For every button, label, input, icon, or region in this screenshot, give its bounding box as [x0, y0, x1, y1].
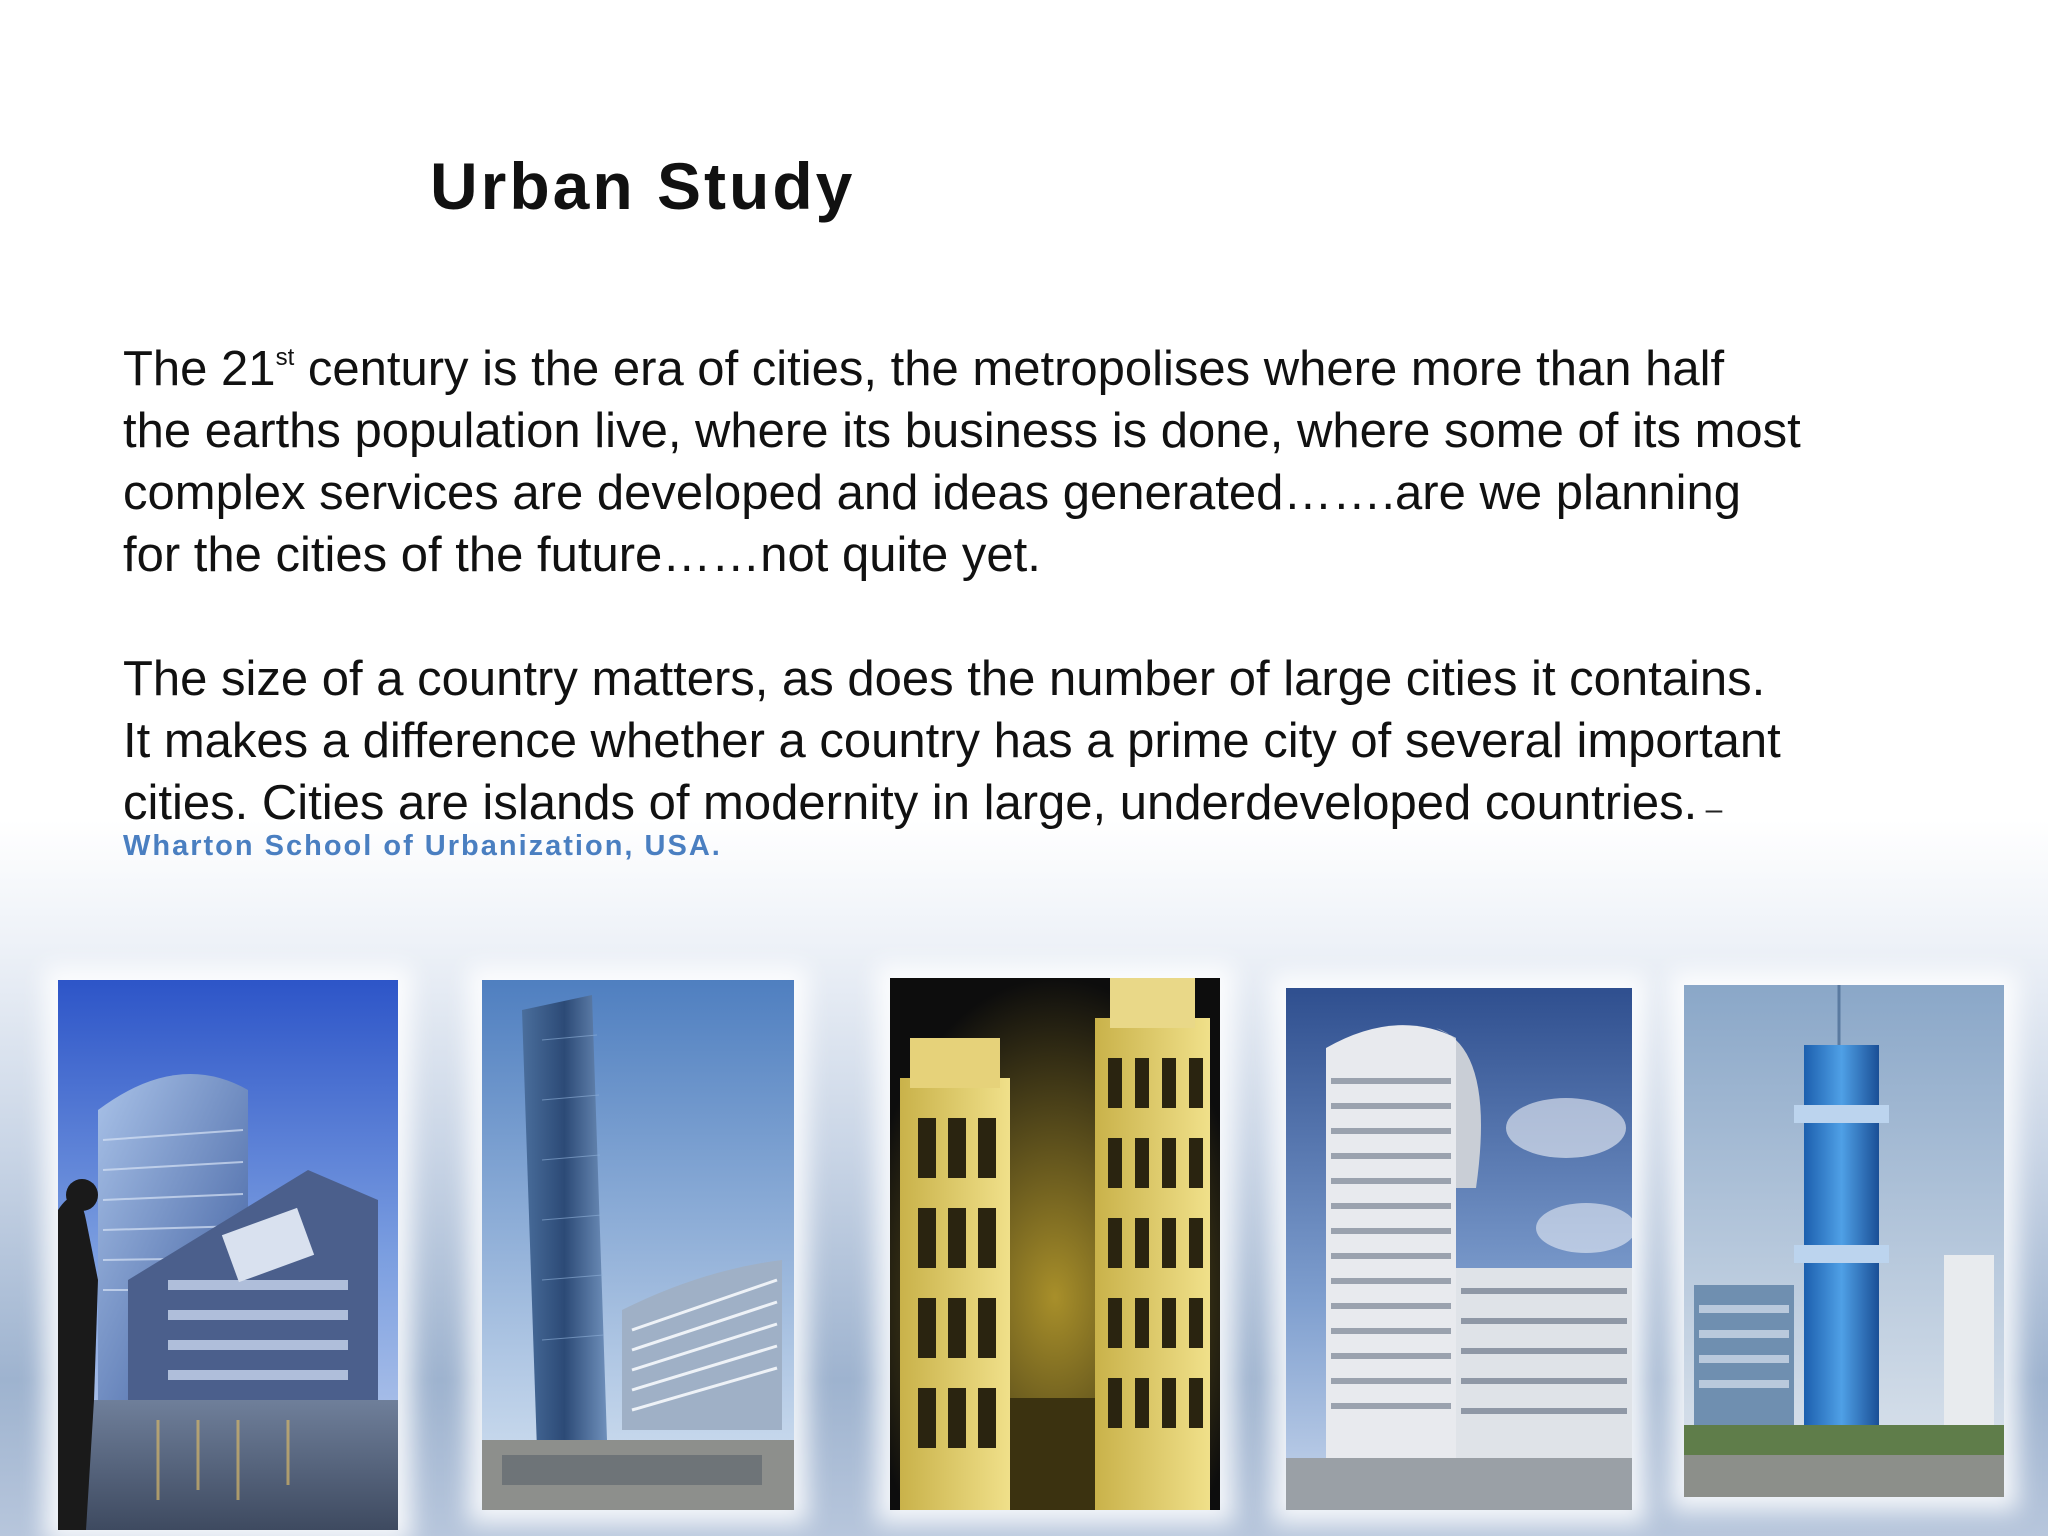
paragraph-line: the earths population live, where its business is done, where some of its most [123, 404, 1801, 458]
attribution-dash: – [1697, 793, 1723, 826]
building-illustration-3 [890, 978, 1220, 1510]
building-photo-1 [58, 980, 398, 1530]
building-illustration-1 [58, 980, 398, 1530]
building-illustration-2 [482, 980, 794, 1510]
paragraph-line: It makes a difference whether a country has a prime city of several important [123, 714, 1781, 768]
building-photo-5 [1684, 985, 2004, 1497]
quote-paragraph [123, 648, 1923, 841]
paragraph-text: The 21 [123, 342, 276, 396]
quote-attribution: Wharton School of Urbanization, USA. [123, 830, 722, 862]
building-photo-4 [1286, 988, 1632, 1510]
paragraph-line [123, 338, 1923, 400]
paragraph-text: cities. Cities are islands of modernity in large, underdeveloped countries. [123, 776, 1698, 830]
paragraph-text: century is the era of cities, the metropolises where more than half [294, 342, 1725, 396]
paragraph-line: complex services are developed and ideas generated…….are we planning [123, 466, 1741, 520]
building-photo-3 [890, 978, 1220, 1510]
paragraph-line: for the cities of the future……not quite yet. [123, 528, 1041, 582]
building-photo-2 [482, 980, 794, 1510]
building-illustration-5 [1684, 985, 2004, 1497]
building-illustration-4 [1286, 988, 1632, 1510]
ordinal-superscript: st [275, 344, 295, 371]
intro-paragraph [123, 338, 1923, 586]
paragraph-line: The size of a country matters, as does the number of large cities it contains. [123, 652, 1766, 706]
slide-title: Urban Study [430, 149, 856, 223]
